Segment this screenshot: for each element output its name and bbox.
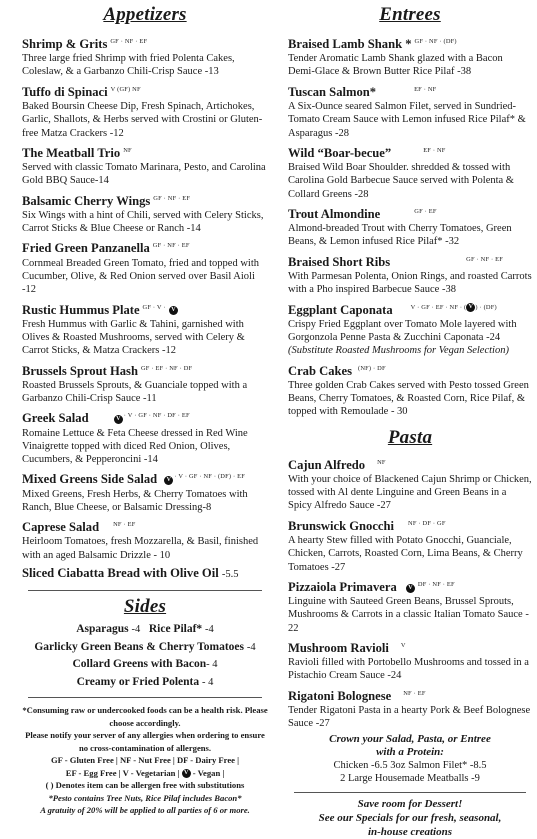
- item-name: Braised Short Ribs: [288, 254, 391, 269]
- divider: [294, 792, 526, 793]
- item-description: Tender Aromatic Lamb Shank glazed with a Bacon Demi-Glace & Brown Butter Rice Pilaf -38: [288, 53, 503, 78]
- right-column: [288, 0, 532, 839]
- list-item: Asparagus -4 Rice Pilaf* -4: [76, 623, 214, 635]
- item-description: Served with classic Tomato Marinara, Pesto, and Carolina Gold BBQ Sauce-14: [22, 162, 266, 187]
- allergen-tags: EF · NF: [414, 85, 437, 93]
- item-description: Almond-breaded Trout with Cherry Tomatoes, Green Beans, & Lemon infused Rice Pilaf* -32: [288, 223, 512, 248]
- dessert-line: See our Specials for our fresh, seasonal,: [318, 812, 502, 825]
- item-description: Crispy Fried Eggplant over Tomato Mole layered with Gorgonzola Penne Pasta & Zucchini Caponata -24 (Substitute Roasted Mushrooms for Vegan Selection): [288, 318, 517, 357]
- vegan-icon: V: [466, 303, 475, 312]
- allergen-tags: DF · NF · EF: [417, 580, 455, 588]
- dessert-line: in-house creations: [367, 826, 453, 839]
- allergen-tags: GF · V ·: [142, 303, 166, 311]
- item-name: Eggplant Caponata: [288, 302, 393, 317]
- protein-addon: [288, 733, 532, 785]
- allergen-tags: · V · GF · NF · DF · EF: [123, 412, 190, 420]
- pasta-heading: Pasta: [387, 426, 433, 448]
- item-name: Mushroom Ravioli: [288, 641, 389, 656]
- item-name: Wild “Boar-becue”: [288, 146, 392, 161]
- item-name: Tuscan Salmon*: [288, 84, 377, 99]
- allergen-tags: GF · NF · EF: [152, 242, 190, 250]
- protein-options: Chicken -6.5 3oz Salmon Filet* -8.5: [333, 760, 487, 772]
- allergen-tags: NF: [123, 146, 132, 154]
- item-name: Rigatoni Bolognese: [288, 688, 392, 703]
- item-name: Rustic Hummus Plate: [22, 302, 140, 317]
- menu-item: [288, 300, 532, 358]
- item-description: Baked Boursin Cheese Dip, Fresh Spinach, Artichokes, Garlic, Shallots, & Herbs served with Crostini or Gluten-free Matza Crackers -12: [22, 100, 263, 139]
- item-description: With Parmesan Polenta, Onion Rings, and roasted Carrots with a Pho inspired Barbecue Sauce -38: [288, 270, 532, 296]
- item-name: Pizzaiola Primavera: [288, 580, 397, 594]
- item-name: Fried Green Panzanella: [22, 241, 150, 256]
- list-item: Collard Greens with Bacon- 4: [72, 658, 218, 670]
- item-name: Crab Cakes: [288, 363, 353, 378]
- item-description: Ravioli filled with Portobello Mushrooms and tossed in a Pistachio Cream Sauce -24: [288, 657, 529, 682]
- menu-item: [288, 455, 532, 513]
- dessert-note: [288, 797, 532, 839]
- list-item: Creamy or Fried Polenta - 4: [76, 675, 214, 688]
- allergen-tags: GF · NF · EF: [153, 194, 191, 202]
- menu-item: [288, 577, 532, 635]
- menu-item: [288, 638, 532, 683]
- item-description: Cornmeal Breaded Green Tomato, fried and topped with Cucumber, Olive, & Red Onion served over Basil Aioli -12: [22, 257, 259, 296]
- vegan-icon: V: [406, 584, 415, 593]
- appetizers-heading: Appetizers: [103, 4, 187, 25]
- item-description: Braised Wild Boar Shoulder. shredded & tossed with Carolina Gold Barbecue Sauce served with Polenta & Collard Greens -28: [288, 162, 514, 200]
- divider: [28, 697, 262, 698]
- gratuity-note: A gratuity of 20% will be applied to all parties of 6 or more.: [40, 805, 250, 815]
- vegan-icon: V: [114, 415, 123, 424]
- allergen-tags: NF · EF: [403, 689, 426, 697]
- item-description: Tender Rigatoni Pasta in a hearty Pork & Beef Bolognese Sauce -27: [288, 704, 531, 730]
- protein-options: 2 Large Housemade Meatballs -9: [340, 773, 480, 785]
- allergen-tags: V · GF · EF · NF · ( V ) · (DF): [410, 303, 497, 311]
- item-name: Balsamic Cherry Wings: [22, 193, 151, 208]
- menu-item: [288, 204, 532, 249]
- menu-item: [288, 82, 532, 140]
- protein-lead: Crown your Salad, Pasta, or Entree: [329, 733, 491, 746]
- menu-item: [288, 34, 532, 79]
- legend-line: EF - Egg Free | V - Vegetarian | V - Vegan |: [65, 767, 225, 778]
- item-name: Brussels Sprout Hash: [22, 363, 138, 378]
- item-description: Mixed Greens, Fresh Herbs, & Cherry Tomatoes with Ranch, Blue Cheese, or Balsamic Dressing-8: [22, 488, 248, 513]
- divider: [28, 590, 262, 591]
- sides-heading: Sides: [123, 596, 167, 617]
- item-name: Tuffo di Spinaci: [22, 84, 108, 99]
- item-description: Roasted Brussels Sprouts, & Guanciale topped with a Garbanzo Chili-Crisp Sauce -11: [22, 379, 248, 405]
- item-name: Cajun Alfredo: [288, 457, 366, 472]
- vegan-icon: V: [169, 306, 178, 315]
- legend-line: GF - Gluten Free | NF - Nut Free | DF - Dairy Free |: [51, 755, 239, 765]
- entrees-heading: Entrees: [379, 4, 441, 25]
- item-description: Three large fried Shrimp with fried Polenta Cakes, Coleslaw, & a Garbanzo Chili-Crisp Sauce -13: [22, 53, 235, 78]
- item-name: Sliced Ciabatta Bread with Olive Oil: [22, 566, 219, 580]
- menu-item: [22, 469, 268, 514]
- allergen-tags: GF · EF · NF · DF: [140, 364, 193, 372]
- allergy-note: Please notify your server of any allergies when ordering to ensure no cross-contamination of allergens.: [25, 730, 265, 753]
- allergen-tags: NF: [377, 458, 386, 466]
- health-note: *Consuming raw or undercooked foods can be a health risk. Please choose accordingly.: [22, 705, 268, 728]
- allergen-tags: GF · NF · EF: [466, 255, 504, 263]
- item-description: Fresh Hummus with Garlic & Tahini, garnished with Olives & Roasted Mushrooms, served with Celery & Carrot Sticks, & Matza Crackers -12: [22, 318, 245, 357]
- allergen-tags: V: [400, 641, 406, 649]
- item-description: Linguine with Sauteed Green Beans, Brussel Sprouts, Mushrooms & Carrots in a classic Italian Tomato Sauce - 22: [288, 596, 529, 634]
- item-name: Brunswick Gnocchi: [288, 518, 395, 533]
- menu-item: [22, 565, 268, 583]
- menu-item: [288, 361, 532, 419]
- item-name: The Meatball Trio: [22, 146, 121, 161]
- allergen-tags: NF · DF · GF: [408, 519, 446, 527]
- menu-item: [22, 361, 268, 406]
- allergen-tags: NF · EF: [113, 521, 136, 529]
- menu-item: [22, 82, 268, 140]
- substitution-note: (Substitute Roasted Mushrooms for Vegan Selection): [288, 345, 509, 357]
- menu-item: [288, 252, 532, 297]
- item-price: -5.5: [221, 569, 239, 580]
- allergen-tags: GF · NF · EF: [110, 38, 148, 45]
- left-column: [22, 0, 268, 817]
- item-name: Greek Salad: [22, 411, 89, 426]
- menu-item: [22, 517, 268, 562]
- item-description: Six Wings with a hint of Chili, served with Celery Sticks, Carrot Sticks & Blue Cheese or Ranch -14: [22, 209, 264, 235]
- ingredient-note: *Pesto contains Tree Nuts, Rice Pilaf includes Bacon*: [48, 792, 242, 803]
- menu-item: [288, 686, 532, 731]
- item-name: Braised Lamb Shank *: [288, 37, 412, 52]
- item-name: Mixed Greens Side Salad: [22, 472, 158, 487]
- menu-item: [22, 34, 268, 79]
- dessert-line: Save room for Dessert!: [357, 798, 463, 811]
- vegan-icon: V: [182, 769, 191, 778]
- substitution-note: ( ) Denotes item can be allergen free with substitutions: [45, 780, 245, 790]
- item-description: Heirloom Tomatoes, fresh Mozzarella, & Basil, finished with an aged Balsamic Drizzle - 10: [22, 536, 259, 561]
- item-description: A Six-Ounce seared Salmon Filet, served in Sundried-Tomato Cream Sauce with Lemon infused Rice Pilaf* & Asparagus -28: [288, 100, 526, 139]
- item-description: Romaine Lettuce & Feta Cheese dressed in Red Wine Vinaigrette topped with diced Red Onion, Olives, Cucumbers, & Pepperoncini -14: [22, 427, 248, 466]
- allergen-tags: (NF) · DF: [358, 364, 386, 372]
- allergen-tags: V (GF) NF: [110, 85, 141, 93]
- menu-item: [288, 516, 532, 574]
- menu-item: [22, 143, 268, 188]
- list-item: Garlicky Green Beans & Cherry Tomatoes -4: [34, 640, 256, 653]
- vegan-icon: V: [164, 476, 173, 485]
- item-description: A hearty Stew filled with Potato Gnocchi, Guanciale, Chicken, Carrots, Roasted Corn, Lima Beans, & Cherry Tomatoes -27: [288, 534, 523, 573]
- item-name: Caprese Salad: [22, 520, 100, 535]
- sides-list: [22, 621, 268, 691]
- menu-notes: [22, 704, 268, 817]
- menu-item: [22, 300, 268, 358]
- item-description: With your choice of Blackened Cajun Shrimp or Chicken, tossed with Al dente Linguine and Green Beans in a Spicy Alfredo Sauce -27: [288, 473, 532, 512]
- protein-lead: with a Protein:: [376, 746, 444, 759]
- allergen-tags: · V · GF · NF · (DF) · EF: [174, 473, 245, 481]
- menu-item: [288, 143, 532, 201]
- menu-item: [22, 191, 268, 236]
- item-name: Shrimp & Grits: [22, 37, 108, 52]
- allergen-tags: GF · NF · (DF): [414, 38, 457, 45]
- menu-item: [22, 238, 268, 296]
- menu-item: [22, 408, 268, 466]
- allergen-tags: EF · NF: [423, 146, 446, 154]
- allergen-tags: GF · EF: [414, 207, 437, 215]
- item-name: Trout Almondine: [288, 207, 381, 222]
- item-description: Three golden Crab Cakes served with Pesto tossed Green Beans, Cherry Tomatoes, & Roasted Corn, Rice Pilaf, & topped with Remoulade - 30: [288, 379, 529, 418]
